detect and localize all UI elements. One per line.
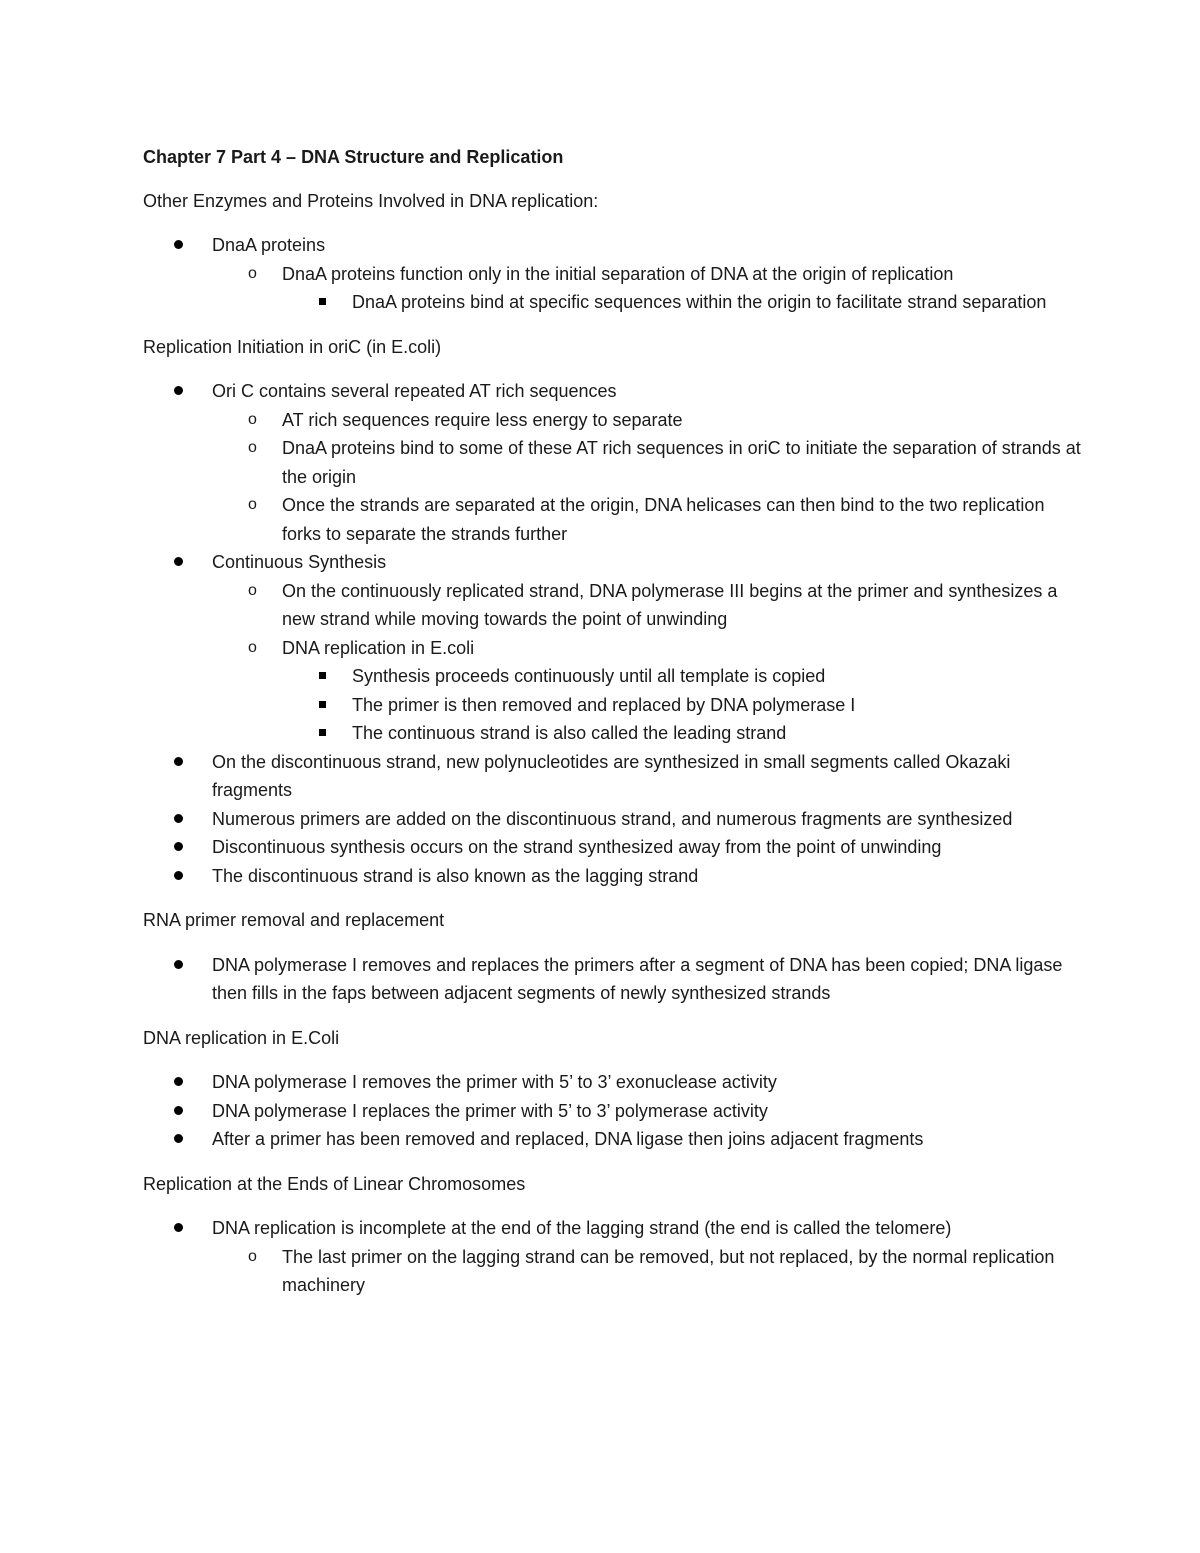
list-item [143,1097,1083,1126]
list-item [143,833,1083,862]
list-item [143,862,1083,891]
square-bullet-icon [319,672,326,679]
list-item [143,1214,1083,1243]
list-item-text: DnaA proteins [212,235,326,255]
hollow-circle-bullet-icon: o [248,581,257,599]
list-item-text: DnaA proteins bind to some of these AT rich sequences in oriC to initiate the separation of strands at the origin [282,438,1081,487]
section-heading: Other Enzymes and Proteins Involved in DNA replication: [143,190,599,211]
list-item-text: DnaA proteins function only in the initial separation of DNA at the origin of replication [282,263,954,284]
section-rna-primer-removal [143,906,1083,1008]
list-item-text: Ori C contains several repeated AT rich sequences [212,381,617,401]
list-item [143,805,1083,834]
list-item [143,662,1083,691]
filled-circle-bullet-icon [174,871,183,880]
section-linear-chromosomes [143,1170,1083,1300]
filled-circle-bullet-icon [174,814,183,823]
bullet-list [143,377,1083,890]
filled-circle-bullet-icon [174,1223,183,1232]
bullet-list [143,1068,1083,1154]
section-heading: Replication Initiation in oriC (in E.coli) [143,336,442,357]
filled-circle-bullet-icon [174,240,183,249]
bullet-list [143,951,1083,1008]
document-title: Chapter 7 Part 4 – DNA Structure and Replication [143,147,564,167]
list-item-text: Discontinuous synthesis occurs on the strand synthesized away from the point of unwinding [212,837,942,857]
square-bullet-icon [319,298,326,305]
hollow-circle-bullet-icon: o [248,439,257,456]
hollow-circle-bullet-icon: o [248,264,257,282]
square-bullet-icon [319,729,326,736]
bullet-list [143,1214,1083,1300]
section-enzymes [143,187,1083,317]
list-item-text: Synthesis proceeds continuously until all template is copied [352,666,826,686]
filled-circle-bullet-icon [174,386,183,395]
list-item-text: On the discontinuous strand, new polynucleotides are synthesized in small segments called Okazaki fragments [212,751,1011,800]
list-item-text: AT rich sequences require less energy to separate [282,409,683,430]
hollow-circle-bullet-icon: o [248,638,257,656]
list-item [143,719,1083,748]
section-heading: RNA primer removal and replacement [143,910,445,930]
list-item [143,634,1083,663]
filled-circle-bullet-icon [174,842,183,851]
section-heading: Replication at the Ends of Linear Chromosomes [143,1173,526,1194]
list-item-text: Once the strands are separated at the origin, DNA helicases can then bind to the two replication forks to separate the strands further [282,495,1045,544]
hollow-circle-bullet-icon: o [248,410,257,428]
section-dna-replication-ecoli [143,1024,1083,1154]
section-replication-initiation [143,333,1083,891]
list-item-text: After a primer has been removed and replaced, DNA ligase then joins adjacent fragments [212,1129,924,1149]
list-item-text: The primer is then removed and replaced by DNA polymerase I [352,694,856,715]
list-item [143,377,1083,406]
list-item [143,548,1083,577]
list-item [143,406,1083,435]
filled-circle-bullet-icon [174,1077,183,1086]
list-item-text: The continuous strand is also called the leading strand [352,723,787,743]
document-page [143,143,1083,1316]
list-item [143,288,1083,317]
list-item-text: DNA replication is incomplete at the end of the lagging strand (the end is called the telomere) [212,1218,952,1238]
list-item-text: DnaA proteins bind at specific sequences within the origin to facilitate strand separation [352,292,1047,312]
list-item [143,1068,1083,1097]
filled-circle-bullet-icon [174,757,183,766]
filled-circle-bullet-icon [174,1106,183,1115]
bullet-list [143,231,1083,317]
list-item [143,491,1083,548]
square-bullet-icon [319,701,326,708]
list-item [143,691,1083,720]
list-item [143,231,1083,260]
list-item-text: The last primer on the lagging strand can be removed, but not replaced, by the normal replication machinery [282,1246,1055,1295]
list-item-text: Numerous primers are added on the discontinuous strand, and numerous fragments are synthesized [212,808,1013,829]
list-item-text: The discontinuous strand is also known as the lagging strand [212,865,699,886]
list-item-text: On the continuously replicated strand, DNA polymerase III begins at the primer and synthesizes a new strand while moving towards the point of unwinding [282,580,1058,629]
section-heading: DNA replication in E.Coli [143,1027,340,1048]
hollow-circle-bullet-icon: o [248,1247,257,1265]
filled-circle-bullet-icon [174,557,183,566]
list-item [143,577,1083,634]
list-item-text: DNA polymerase I removes the primer with 5’ to 3’ exonuclease activity [212,1072,777,1092]
list-item [143,1243,1083,1300]
list-item [143,748,1083,805]
filled-circle-bullet-icon [174,960,183,969]
hollow-circle-bullet-icon: o [248,496,257,513]
list-item-text: DNA replication in E.coli [282,637,475,658]
list-item [143,260,1083,289]
list-item [143,1125,1083,1154]
list-item-text: Continuous Synthesis [212,552,387,572]
list-item [143,951,1083,1008]
list-item-text: DNA polymerase I replaces the primer with 5’ to 3’ polymerase activity [212,1100,768,1121]
filled-circle-bullet-icon [174,1134,183,1143]
list-item-text: DNA polymerase I removes and replaces the primers after a segment of DNA has been copied; DNA ligase then fills in the faps between adjacent segments of newly synthesized strands [212,954,1063,1003]
list-item [143,434,1083,491]
